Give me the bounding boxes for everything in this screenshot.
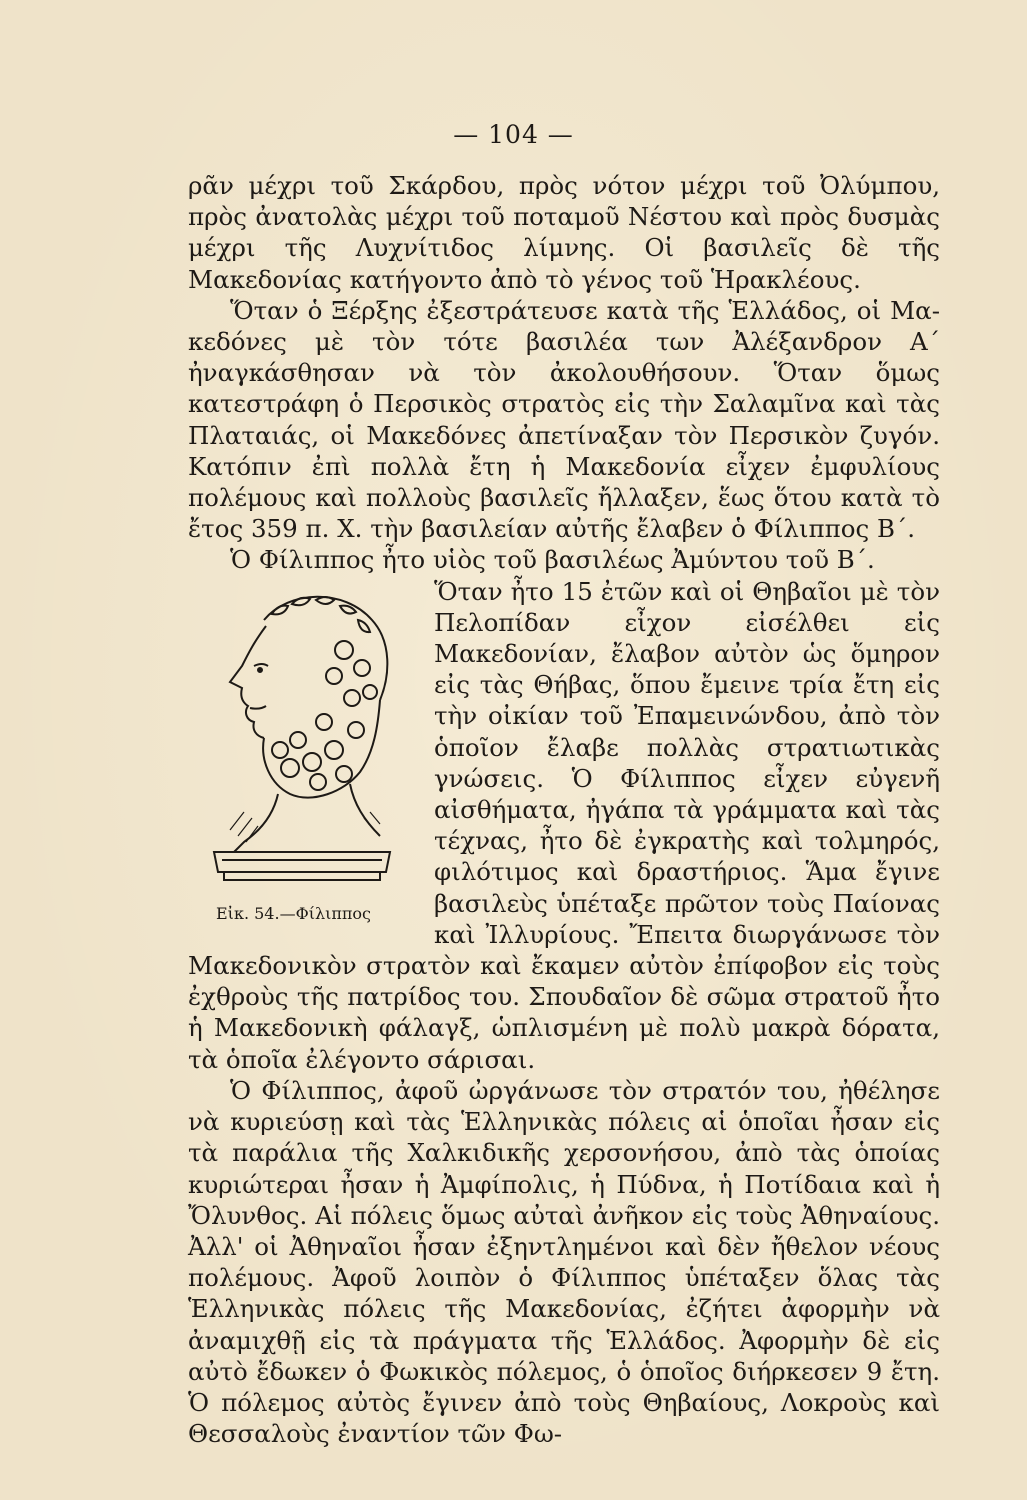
- paragraph-philip-son: Ὁ Φίλιππος ἦτο υἱὸς τοῦ βασιλέως Ἀμύντου τοῦ Β΄.: [230, 545, 875, 575]
- figure-philip: [188, 580, 420, 932]
- figure-caption: Εἰκ. 54.—Φίλιππος: [216, 903, 371, 923]
- philip-portrait-icon: [194, 580, 404, 892]
- body-text: [188, 170, 940, 1449]
- paragraph-hostage: Ὅταν ἦτο 15 ἐτῶν καὶ οἱ Θηβαῖοι μὲ τὸν Πελοπίδαν εἶχον εἰσέλθει εἰς Μακεδονίαν, ἔλαβον αὐτὸν ὡς ὅμηρον εἰς τὰς Θήβας, ὅπου ἔμεινε τρία ἔτη εἰς τὴν οἰκίαν τοῦ Ἐπαμεινώνδου, ἀπὸ τὸν ὁποῖον ἔλαβε πολλὰς στρατιωτικὰς γνώσεις. Ὁ Φίλιππος εἶχεν εὐγενῆ αἰσθήματα, ἠγάπα τὰ γράμματα καὶ τὰς τέχνας, ἦτο δὲ ἐγκρατὴς καὶ τολμηρός, φιλότιμος καὶ δραστήριος. Ἅμα ἔγινε βασιλεὺς ὑπέταξε πρῶτον τοὺς Παίονας καὶ Ἰλλυρίους. Ἔπειτα διωργάνωσε τὸν Μακεδονικὸν στρατὸν καὶ ἔκαμεν αὐτὸν ἐπίφοβον εἰς τοὺς ἐχθροὺς τῆς πατρίδος του. Σπουδαῖον δὲ σῶμα στρατοῦ ἦτο ἡ Μακεδονικὴ φάλαγξ, ὡπλισμένη μὲ πολὺ μακρὰ δόρατα, τὰ ὁποῖα ἐλέγοντο σάρισαι.: [188, 576, 940, 1074]
- paragraph-chalcidice: Ὁ Φίλιππος, ἀφοῦ ὠργάνωσε τὸν στρατόν του, ἠθέλησε νὰ κυριεύσῃ καὶ τὰς Ἑλληνικὰς πόλεις αἱ ὁποῖαι ἦσαν εἰς τὰ παράλια τῆς Χαλκιδικῆς χερσονήσου, ἀπὸ τὰς ὁποίας κυριώτεραι ἦσαν ἡ Ἀμφίπολις, ἡ Πύδνα, ἡ Ποτίδαια καὶ ἡ Ὄλυνθος. Αἱ πόλεις ὅμως αὐταὶ ἀνῆκον εἰς τοὺς Ἀθηναίους. Ἀλλ' οἱ Ἀθηναῖοι ἦσαν ἐξηντλημένοι καὶ δὲν ἤθελον νέους πολέμους. Ἀφοῦ λοιπὸν ὁ Φίλιππος ὑπέταξεν ὅλας τὰς Ἑλληνικὰς πόλεις τῆς Μακεδονίας, ἐζήτει ἀφορμὴν νὰ ἀναμιχθῇ εἰς τὰ πράγματα τῆς Ἑλλάδος. Ἀφορμὴν δὲ εἰς αὐτὸ ἔδωκεν ὁ Φωκικὸς πόλεμος, ὁ ὁποῖος διήρκεσεν 9 ἔτη. Ὁ πόλεμος αὐτὸς ἔγινεν ἀπὸ τοὺς Θηβαίους, Λοκροὺς καὶ Θεσσαλοὺς ἐναντίον τῶν Φω-: [188, 1075, 940, 1449]
- page-number: — 104 —: [453, 120, 574, 149]
- paragraph-xerxes: Ὅταν ὁ Ξέρξης ἐξεστράτευσε κατὰ τῆς Ἑλλάδος, οἱ Μακεδόνες μὲ τὸν τότε βασιλέα των Ἀλέξανδρον Α΄ ἠναγκάσθησαν νὰ τὸν ἀκολουθήσουν. Ὅταν ὅμως κατεστράφη ὁ Περσικὸς στρατὸς εἰς τὴν Σαλαμῖνα καὶ τὰς Πλαταιάς, οἱ Μακεδόνες ἀπετίναξαν τὸν Περσικὸν ζυγόν. Κατόπιν ἐπὶ πολλὰ ἔτη ἡ Μακεδονία εἶχεν ἐμφυλίους πολέμους καὶ πολλοὺς βασιλεῖς ἤλλαξεν, ἕως ὅτου κατὰ τὸ ἔτος 359 π. Χ. τὴν βασιλείαν αὐτῆς ἔλαβεν ὁ Φίλιππος Β΄.: [188, 295, 940, 544]
- paragraph-borders: ρᾶν μέχρι τοῦ Σκάρδου, πρὸς νότον μέχρι τοῦ Ὀλύμπου, πρὸς ἀνατολὰς μέχρι τοῦ ποταμοῦ Νέστου καὶ πρὸς δυσμὰς μέχρι τῆς Λυχνίτιδος λίμνης. Οἱ βασιλεῖς δὲ τῆς Μακεδονίας κατήγοντο ἀπὸ τὸ γένος τοῦ Ἡρακλέους.: [188, 171, 940, 294]
